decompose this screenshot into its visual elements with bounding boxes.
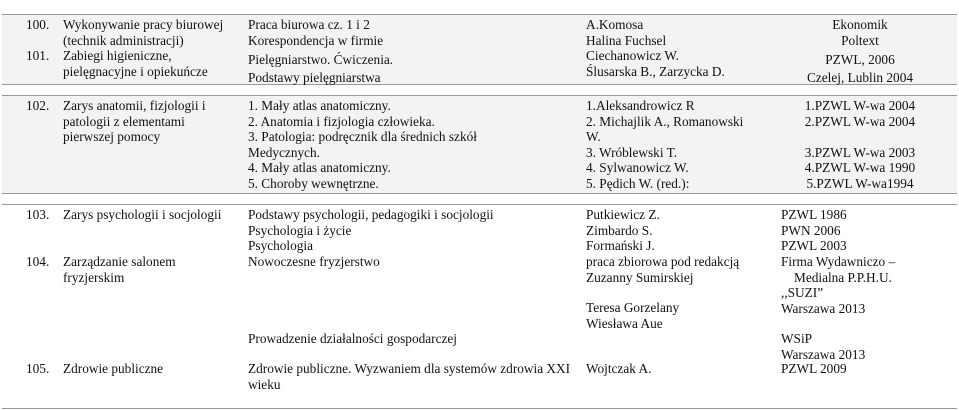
table-border [2,408,957,409]
publisher-cell: 1.PZWL W-wa 2004 2.PZWL W-wa 2004 3.PZWL W-wa 2003 4.PZWL W-wa 1990 5.PZWL W-wa1994 [804,98,916,191]
author-cell: Putkiewicz Z. Zimbardo S. Formański J. [586,207,660,254]
subject-cell: Zarys psychologii i socjologii [63,207,222,222]
publisher-cell: Ekonomik Poltext PZWL, 2006 Czelej, Lublin 2004 [807,17,913,85]
row-number: 103. [26,207,50,222]
publisher-cell: PZWL 2009 [781,361,847,376]
subject-cell: Zdrowie publiczne [63,361,164,376]
row-number: 105. [26,361,50,376]
row-number: 100. 101. [26,17,50,64]
author-cell: Wojtczak A. [586,361,652,376]
author-cell: praca zbiorowa pod redakcją Zuzanny Sumirskiej Teresa Gorzelany Wiesława Aue [586,254,740,331]
title-cell: Podstawy psychologii, pedagogiki i socjologii Psychologia i życie Psychologia [248,207,494,254]
subject-cell: Wykonywanie pracy biurowej (technik administracji) Zabiegi higieniczne, pielęgnacyjne i opiekuńcze [63,17,224,79]
subject-cell: Zarządzanie salonem fryzjerskim [63,254,176,285]
table-border [2,193,957,194]
author-cell: A.Komosa Halina Fuchsel Ciechanowicz W. Ślusarska B., Zarzycka D. [586,17,725,79]
author-cell: 1.Aleksandrowicz R 2. Michajlik A., Romanowski W. 3. Wróblewski T. 4. Sylwanowicz W. 5. Pędich W. (red.): [586,98,744,191]
subject-cell: Zarys anatomii, fizjologii i patologii z elementami pierwszej pomocy [63,98,206,145]
title-cell: Zdrowie publiczne. Wyzwaniem dla systemów zdrowia XXI wieku [248,361,571,392]
title-cell: 1. Mały atlas anatomiczny. 2. Anatomia i fizjologia człowieka. 3. Patologia: podręcznik dla średnich szkół Medycznych. 4. Mały atlas anatomiczny. 5. Choroby wewnętrzne. [248,98,477,191]
title-cell: Praca biurowa cz. 1 i 2 Korespondencja w firmie Pielęgniarstwo. Ćwiczenia. Podstawy pielęgniarstwa [248,17,394,85]
publisher-cell: PZWL 1986 PWN 2006 PZWL 2003 [781,207,847,254]
publisher-cell: Firma Wydawniczo – Medialna P.P.H.U. ,,SUZI” Warszawa 2013 WSiP Warszawa 2013 [781,254,896,362]
table-border [2,204,957,205]
row-number: 104. [26,254,50,269]
title-cell: Nowoczesne fryzjerstwo Prowadzenie działalności gospodarczej [248,254,457,346]
table-border [2,14,957,15]
table-border [2,95,957,96]
row-number: 102. [26,98,50,113]
